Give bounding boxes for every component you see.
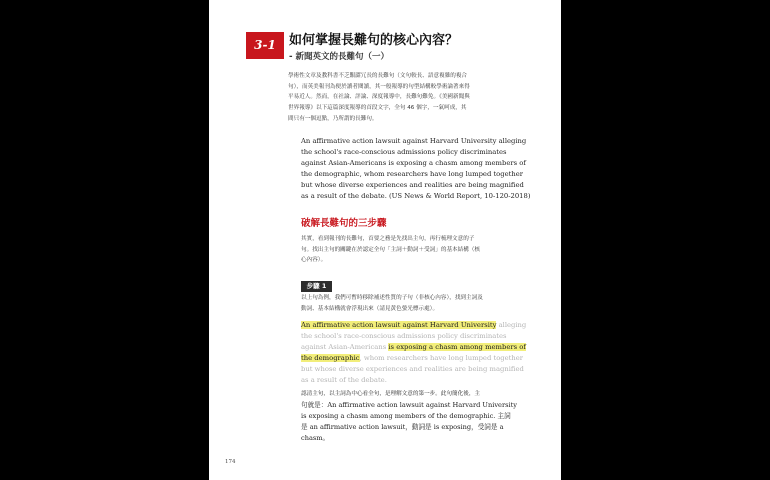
step-label: 步驟 1 — [301, 281, 332, 292]
book-page — [209, 0, 561, 480]
text-line: 認清主句，以主詞為中心看全句，是理解文意的第一步。此句簡化後，主 — [301, 391, 481, 397]
text-line: 動詞、基本結構就會浮現出來（請見黃色螢光標示處）。 — [301, 305, 439, 312]
highlight-subject: An affirmative action lawsuit against Harvard University — [301, 321, 497, 329]
text-line: 世界報導》以下這篇深度報導的首段文字，全句 46 個字，一氣呵成，其 — [288, 105, 467, 112]
example-sentence — [301, 136, 529, 203]
text-line: 學術性文章及教科書不乏艱澀冗長的長難句（文句較長、語意複雜的複合 — [288, 73, 468, 79]
text-line: as a result of the debate. (US News & World Report, 10-120-2018) — [301, 192, 531, 201]
text-line: 其實，看到報刊的長難句，首要之務是先找出主句，再行梳理文意的子 — [301, 236, 475, 242]
faded-text: the school's race-conscious admissions policy discriminates — [301, 332, 507, 341]
page-number: 174 — [225, 459, 236, 465]
text-line: 句。找出主句的關鍵在於認定全句「主詞＋動詞＋受詞」的基本結構（核 — [301, 246, 481, 253]
text-line: 以上句為例，我們可暫時移除補述性質的子句（非核心內容），找到主詞及 — [301, 295, 483, 301]
faded-text: as a result of the debate. — [301, 376, 387, 385]
text-line: 句就是：An affirmative action lawsuit against Harvard University — [301, 401, 517, 409]
highlight-object: the demographic — [301, 354, 360, 363]
text-line: 間只有一個逗點，乃所謂的長難句。 — [288, 115, 378, 122]
text-line: 是 an affirmative action lawsuit，動詞是 is exposing，受詞是 a — [301, 423, 504, 431]
text-line: 心內容）。 — [301, 257, 327, 264]
highlight-verb: is exposing a chasm among members of — [388, 343, 526, 352]
faded-text: against Asian-Americans — [301, 343, 389, 352]
section-paragraph — [301, 234, 527, 266]
text-line: the demographic, whom researchers have long lumped together — [301, 170, 524, 179]
text-line: An affirmative action lawsuit against Harvard University alleging — [301, 137, 527, 145]
page-title: 如何掌握長難句的核心內容？ — [289, 33, 459, 48]
text-line: chasm。 — [301, 434, 330, 442]
text-line: but whose diverse experiences and realities are being magnified — [301, 181, 524, 190]
section-heading: 破解長難句的三步驟 — [301, 218, 387, 229]
text-line: the school's race-conscious admissions policy discriminates — [301, 148, 507, 157]
faded-text: , whom researchers have long lumped together — [359, 354, 524, 363]
text-line: 平易近人。然而，在社論、評論、深度報導中，長難句難免。《美國新聞與 — [288, 94, 470, 101]
text-line: against Asian-Americans is exposing a chasm among members of — [301, 159, 526, 168]
text-line: is exposing a chasm among members of the demographic. 主詞 — [301, 412, 511, 420]
faded-text: alleging — [496, 321, 527, 329]
faded-text: but whose diverse experiences and realities are being magnified — [301, 365, 524, 374]
page-subtitle: - 新聞英文的長難句（一） — [289, 52, 389, 62]
text-line: 句），而英美報刊為便於讀者閱讀，其一般報導的句型結構較學術論著來得 — [288, 83, 470, 90]
conclusion-paragraph — [301, 389, 531, 444]
intro-paragraph — [288, 71, 526, 125]
highlighted-sentence — [301, 320, 529, 387]
section-number-badge: 3-1 — [246, 32, 284, 59]
step-paragraph — [301, 293, 527, 314]
